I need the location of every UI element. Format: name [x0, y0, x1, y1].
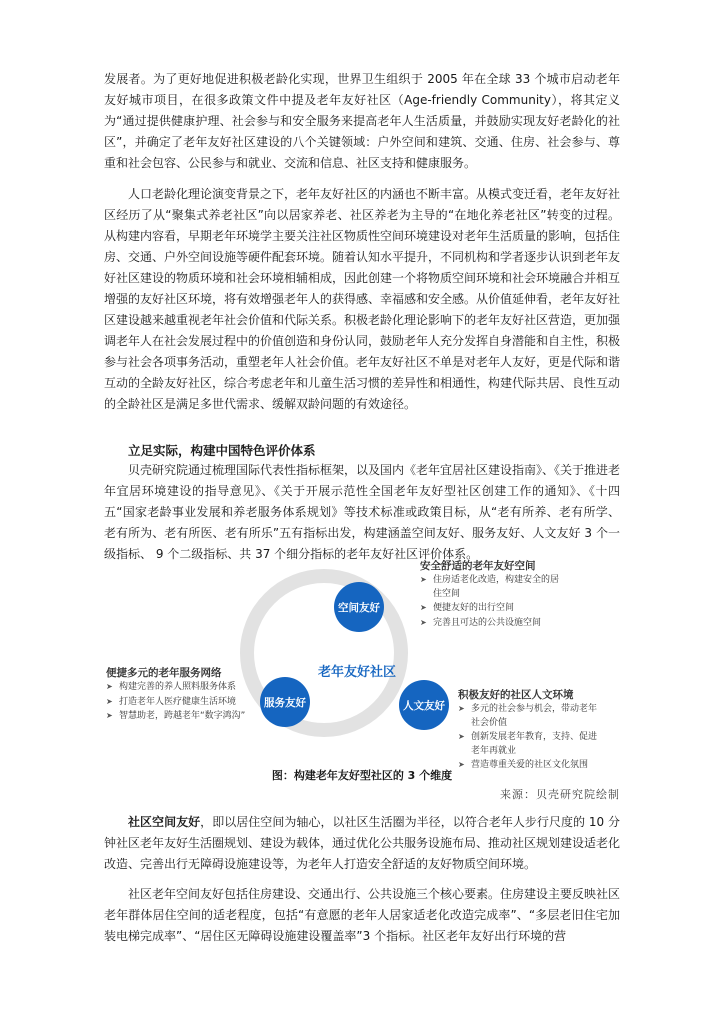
culture-node-label: 人文友好 — [403, 700, 445, 712]
arrow-bullet-icon: ➤ — [420, 575, 427, 584]
paragraph-intro: 发展者。为了更好地促进积极老龄化实现，世界卫生组织于 2005 年在全球 33 个城市启动老年友好城市项目，在很多政策文件中提及老年友好社区（Age-friendly Community），将其定义为“通过提供健康护理、社会参与和安全服务来提高老年人生活质量，并鼓励实现友好老龄化的社区”，并确定了老年友好社区建设的八个关键领域：户外空间和建筑、交通、住房、社会参与、尊重和社会包容、公民参与和就业、交流和信息、社区支持和健康服务。 — [104, 72, 620, 170]
service-block — [106, 666, 245, 724]
arrow-bullet-icon: ➤ — [458, 704, 465, 713]
culture-block — [458, 688, 597, 773]
culture-item: 老年再就业 — [471, 745, 517, 756]
culture-item: 社会价值 — [471, 717, 508, 728]
space-node-label: 空间友好 — [338, 602, 380, 614]
space-item: ➤ 完善且可达的公共设施空间 — [420, 617, 542, 628]
service-item: ➤ 打造老年人医疗健康生活环境 — [106, 696, 237, 707]
space-item: 住空间 — [433, 588, 461, 599]
space-block — [420, 559, 559, 630]
space-block-title: 安全舒适的老年友好空间 — [420, 560, 536, 572]
paragraph-evaluation-system: 贝壳研究院通过梳理国际代表性指标框架，以及国内《老年宜居社区建设指南》、《关于推进老年宜居环境建设的指导意见》、《关于开展示范性全国老年友好型社区创建工作的通知》、《十四五“国家老龄事业发展和养老服务体系规划》等技术标准或政策目标，从“老有所养、老有所学、老有所为、老有所医、老有所乐”五有指标出发，构建涵盖空间友好、服务友好、人文友好 3 个一级指标、 9 个二级指标、共 37 个细分指标的老年友好社区评价体系。 — [104, 463, 621, 561]
culture-item: ➤ 创新发展老年教育，支持、促进 — [458, 732, 598, 742]
arrow-bullet-icon: ➤ — [458, 732, 465, 741]
culture-block-title: 积极友好的社区人文环境 — [458, 689, 574, 701]
service-block-title: 便捷多元的老年服务网络 — [106, 667, 222, 679]
paragraph-evolution: 人口老龄化理论演变背景之下，老年友好社区的内涵也不断丰富。从模式变迁看，老年友好社区经历了从“聚集式养老社区”向以居家养老、社区养老为主导的“在地化养老社区”转变的过程。从构建内容看，早期老年环境学主要关注社区物质性空间环境建设对老年生活质量的影响，包括住房、交通、户外空间设施等硬件配套环境。随着认知水平提升，不同机构和学者逐步认识到老年友好社区建设的物质环境和社会环境相辅相成，因此创建一个将物质空间环境和社会环境融合并相互增强的友好社区环境，将有效增强老年人的获得感、幸福感和安全感。从价值延伸看，老年友好社区建设越来越重视老年社会价值和代际关系。积极老龄化理论影响下的老年友好社区营造，更加强调老年人在社会发展过程中的价值创造和身份认同，鼓励老年人充分发挥自身潜能和自主性，积极参与社会各项事务活动，重塑老年人社会价值。老年友好社区不单是对老年人友好，更是代际和谐互动的全龄友好社区，综合考虑老年和儿童生活习惯的差异性和相通性，构建代际共居、良性互动的全龄社区是满足多世代需求、缓解双龄问题的有效途径。 — [104, 187, 621, 411]
arrow-bullet-icon: ➤ — [458, 760, 465, 769]
space-friendly-term: 社区空间友好 — [128, 815, 201, 829]
figure-source: 来源：贝壳研究院绘制 — [500, 788, 620, 801]
arrow-bullet-icon: ➤ — [106, 682, 113, 691]
arrow-bullet-icon: ➤ — [420, 603, 427, 612]
space-item: ➤ 住房适老化改造，构建安全的居 — [420, 575, 560, 585]
service-node-label: 服务友好 — [264, 697, 306, 709]
community-dimensions-figure — [100, 556, 624, 770]
service-item: ➤ 智慧助老，跨越老年“数字鸿沟” — [106, 711, 246, 721]
arrow-bullet-icon: ➤ — [106, 711, 113, 720]
service-item: ➤ 构建完善的养人照料服务体系 — [106, 682, 237, 692]
section-heading: 立足实际，构建中国特色评价体系 — [128, 443, 316, 458]
center-label: 老年友好社区 — [317, 665, 397, 680]
culture-item: ➤ 多元的社会参与机会，带动老年 — [458, 704, 598, 714]
space-friendly-definition: ，即以居住空间为轴心，以社区生活圈为半径，以符合老年人步行尺度的 10 分钟社区老年友好生活圈规划、建设为载体，通过优化公共服务设施布局、推动社区规划建设适老化改造、完善出行无障碍设施建设等，为老年人打造安全舒适的友好物质空间环境。 — [104, 815, 621, 871]
arrow-bullet-icon: ➤ — [420, 617, 427, 627]
figure-caption: 图：构建老年友好型社区的 3 个维度 — [271, 769, 453, 782]
space-item: ➤ 便捷友好的出行空间 — [420, 603, 515, 613]
paragraph-space-friendly — [104, 812, 620, 875]
arrow-bullet-icon: ➤ — [106, 696, 113, 706]
culture-item: ➤ 营造尊重关爱的社区文化氛围 — [458, 760, 589, 770]
paragraph-core-elements: 社区老年空间友好包括住房建设、交通出行、公共设施三个核心要素。住房建设主要反映社区老年群体居住空间的适老程度，包括“有意愿的老年人居家适老化改造完成率”、“多层老旧住宅加装电梯完成率”、“居住区无障碍设施建设覆盖率”3 个指标。社区老年友好出行环境的营 — [104, 887, 621, 943]
